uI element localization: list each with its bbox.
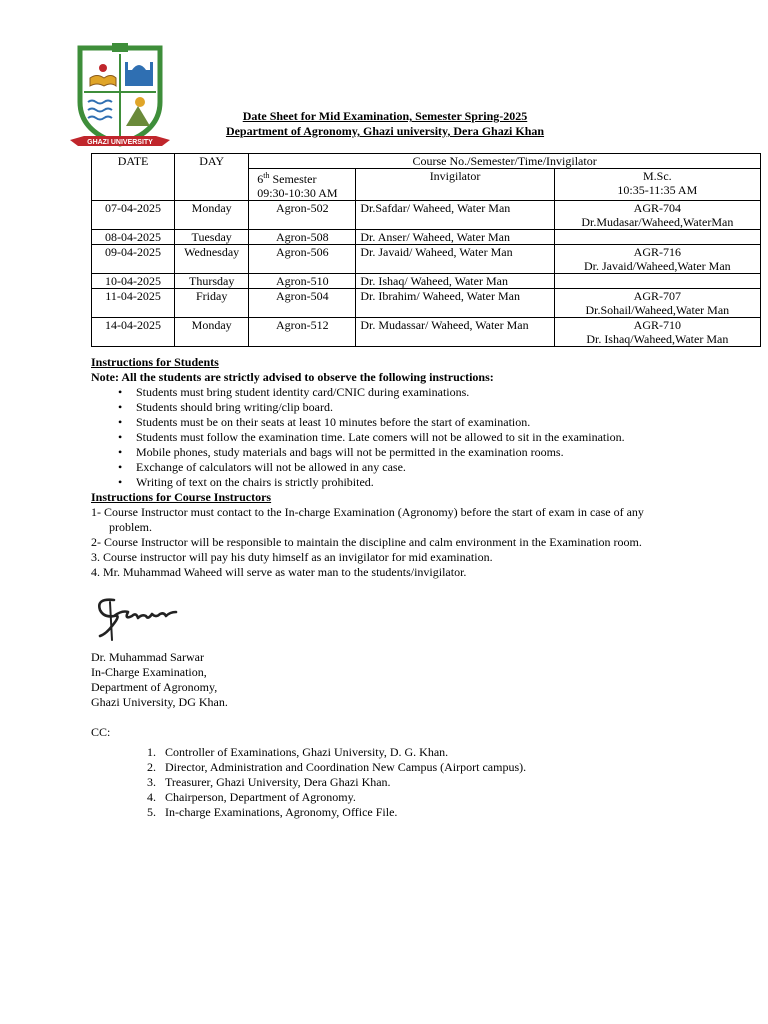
signer-university: Ghazi University, DG Khan. (91, 695, 228, 709)
signer-block (91, 650, 228, 710)
instructor-item-1: 1- Course Instructor must contact to the In-charge Examination (Agronomy) before the start of exam in case of any (91, 505, 644, 519)
list-item: • Mobile phones, study materials and bags will not be permitted in the examination rooms. (136, 445, 751, 460)
header-date: DATE (92, 154, 175, 201)
table-row: 11-04-2025 Friday Agron-504 Dr. Ibrahim/ Waheed, Water Man AGR-707 Dr.Sohail/Waheed,Water Man (92, 289, 761, 318)
instructions-section (91, 355, 751, 580)
cc-label: CC: (91, 725, 111, 739)
table-row: 09-04-2025 Wednesday Agron-506 Dr. Javaid/ Waheed, Water Man AGR-716 Dr. Javaid/Waheed,Water Man (92, 245, 761, 274)
instructor-item-2: 2- Course Instructor will be responsible to maintain the discipline and calm environment in the Examination room. (91, 535, 642, 549)
student-instructions-note: Note: All the students are strictly advised to observe the following instructions: (91, 370, 494, 384)
date-sheet-table (91, 153, 761, 347)
instructor-item-3: 3. Course instructor will pay his duty himself as an invigilator for mid examination. (91, 550, 493, 564)
list-item: • Students must bring student identity card/CNIC during examinations. (136, 385, 751, 400)
student-instructions-list (91, 385, 751, 490)
table-row: 10-04-2025 Thursday Agron-510 Dr. Ishaq/ Waheed, Water Man (92, 274, 761, 289)
header-msc: M.Sc. 10:35-11:35 AM (554, 169, 760, 201)
semester-time: 09:30-10:30 AM (257, 186, 338, 200)
list-item: 4. Chairperson, Department of Agronomy. (159, 790, 526, 805)
signer-department: Department of Agronomy, (91, 680, 218, 694)
list-item: • Students should bring writing/clip board. (136, 400, 751, 415)
list-item: 3. Treasurer, Ghazi University, Dera Ghazi Khan. (159, 775, 526, 790)
document-title (150, 109, 620, 139)
list-item: 2. Director, Administration and Coordination New Campus (Airport campus). (159, 760, 526, 775)
table-row: 08-04-2025 Tuesday Agron-508 Dr. Anser/ Waheed, Water Man (92, 230, 761, 245)
title-line-1: Date Sheet for Mid Examination, Semester Spring-2025 (242, 109, 528, 123)
table-row: 07-04-2025 Monday Agron-502 Dr.Safdar/ Waheed, Water Man AGR-704 Dr.Mudasar/Waheed,WaterMan (92, 201, 761, 230)
list-item: 5. In-charge Examinations, Agronomy, Office File. (159, 805, 526, 820)
signature-image (92, 590, 187, 645)
instructor-instructions-heading: Instructions for Course Instructors (91, 490, 272, 504)
logo-ribbon-text: GHAZI UNIVERSITY (87, 139, 153, 146)
signer-title: In-Charge Examination, (91, 665, 207, 679)
list-item: 1. Controller of Examinations, Ghazi University, D. G. Khan. (159, 745, 526, 760)
header-course-group: Course No./Semester/Time/Invigilator (249, 154, 761, 169)
table-row: 14-04-2025 Monday Agron-512 Dr. Mudassar/ Waheed, Water Man AGR-710 Dr. Ishaq/Waheed,Water Man (92, 318, 761, 347)
msc-time: 10:35-11:35 AM (617, 183, 698, 197)
instructor-item-4: 4. Mr. Muhammad Waheed will serve as water man to the students/invigilator. (91, 565, 467, 579)
instructor-item-1-cont: problem. (109, 520, 152, 534)
cc-block (91, 725, 526, 820)
list-item: • Exchange of calculators will not be allowed in any case. (136, 460, 751, 475)
title-line-2: Department of Agronomy, Ghazi university, Dera Ghazi Khan (225, 124, 545, 138)
student-instructions-heading: Instructions for Students (91, 355, 219, 369)
list-item: • Writing of text on the chairs is strictly prohibited. (136, 475, 751, 490)
signer-name: Dr. Muhammad Sarwar (91, 650, 204, 664)
list-item: • Students must follow the examination time. Late comers will not be allowed to sit in the examination. (136, 430, 751, 445)
header-invigilator: Invigilator (356, 169, 554, 201)
list-item: • Students must be on their seats at least 10 minutes before the start of examination. (136, 415, 751, 430)
header-semester: 6th Semester 09:30-10:30 AM (249, 169, 356, 201)
cc-list (91, 745, 526, 820)
header-day: DAY (175, 154, 249, 201)
table-header-row (92, 154, 761, 169)
